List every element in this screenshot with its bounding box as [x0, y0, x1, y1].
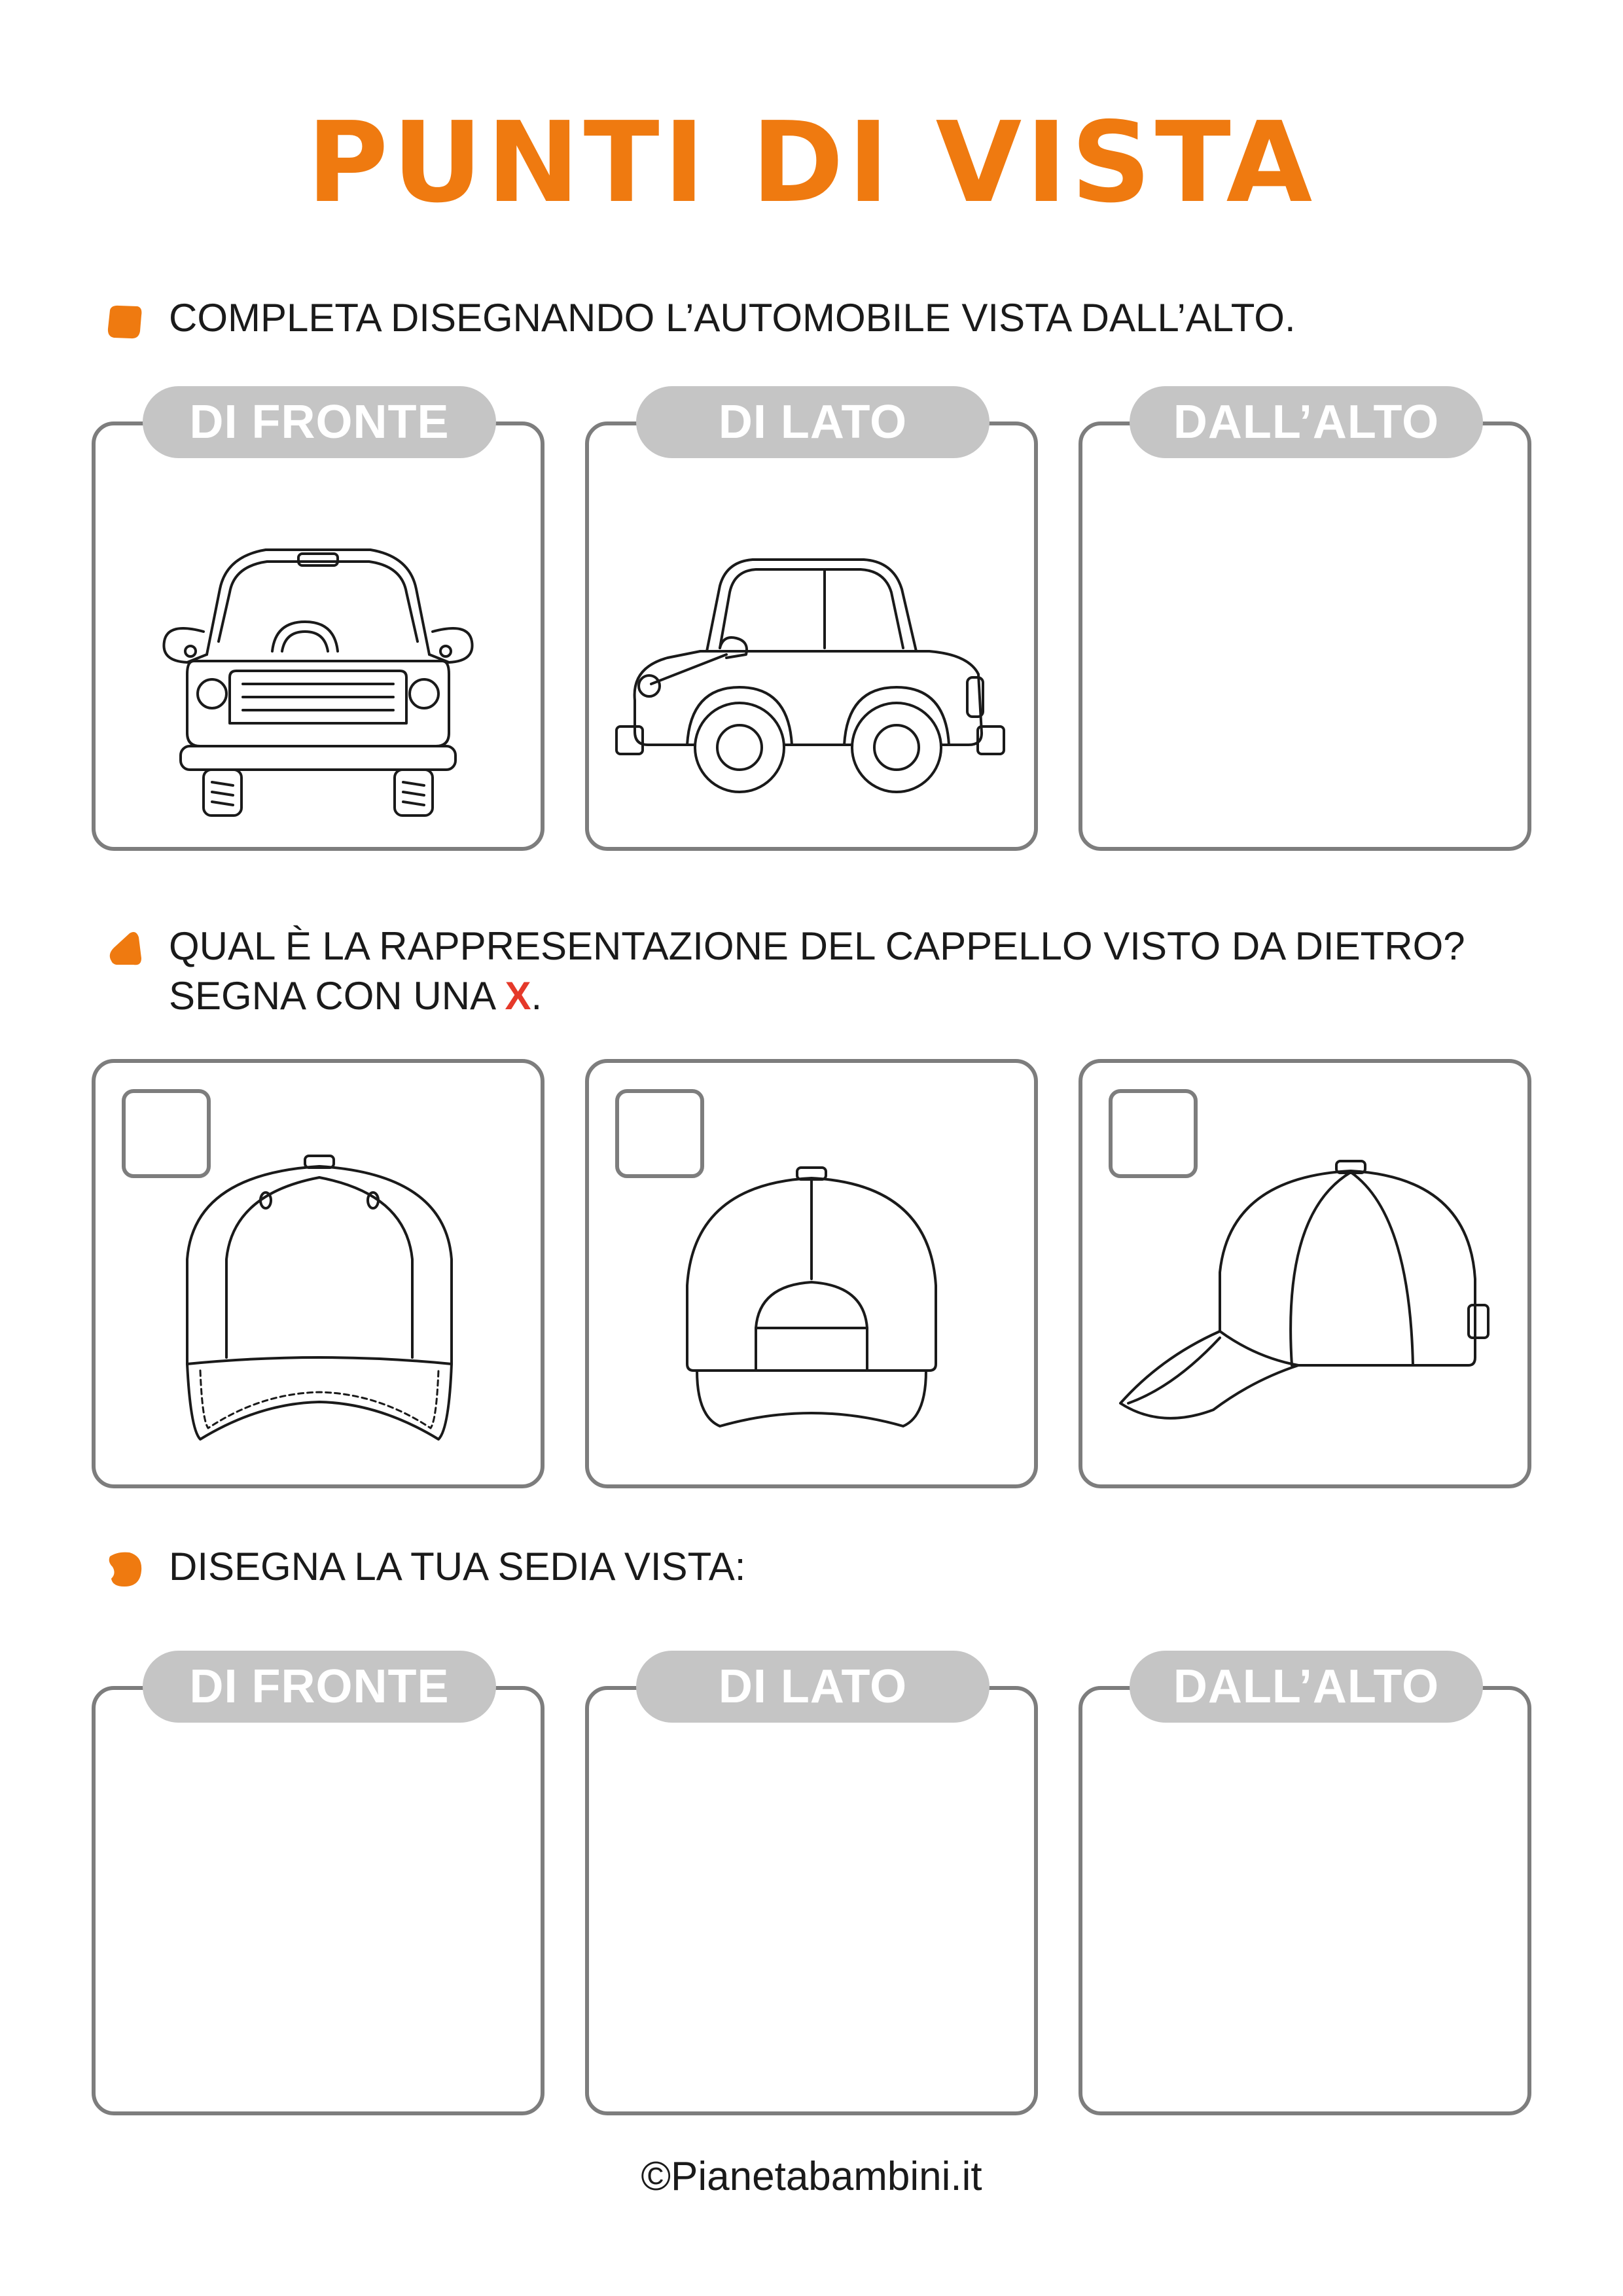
- panel-cap-front: [92, 1059, 544, 1488]
- panel-chair-front: [92, 1660, 544, 2115]
- instruction-cap-line2-end: .: [531, 974, 543, 1018]
- cap-front-illustration: [96, 1063, 541, 1484]
- panel-label: DI FRONTE: [143, 386, 496, 458]
- orange-circle-bullet-icon: [105, 1550, 144, 1589]
- footer-credit: ©Pianetabambini.it: [641, 2154, 982, 2199]
- page-title: PUNTI DI VISTA: [306, 98, 1317, 228]
- panel-chair-side: [585, 1660, 1038, 2115]
- instruction-chair: DISEGNA LA TUA SEDIA VISTA:: [169, 1545, 746, 1588]
- panel-cap-side: [1079, 1059, 1531, 1488]
- instruction-cap-line2: [169, 971, 1465, 1021]
- panel-car-side: [585, 396, 1038, 851]
- instruction-car: COMPLETA DISEGNANDO L’AUTOMOBILE VISTA DALL’ALTO.: [169, 296, 1296, 340]
- panel-label: DALL’ALTO: [1130, 1651, 1483, 1723]
- panel-label: DI FRONTE: [143, 1651, 496, 1723]
- car-front-illustration: [96, 425, 541, 847]
- panel-label: DI LATO: [636, 386, 990, 458]
- orange-triangle-bullet-icon: [105, 928, 144, 967]
- panel-car-front: [92, 396, 544, 851]
- x-mark-label: X: [505, 974, 531, 1018]
- panel-label: DALL’ALTO: [1130, 386, 1483, 458]
- orange-square-bullet-icon: [105, 302, 144, 342]
- panel-label: DI LATO: [636, 1651, 990, 1723]
- instruction-cap-line2-text: SEGNA CON UNA: [169, 974, 505, 1018]
- instruction-cap: [169, 922, 1465, 1021]
- panel-chair-top: [1079, 1660, 1531, 2115]
- cap-back-illustration: [589, 1063, 1034, 1484]
- car-side-illustration: [589, 425, 1034, 847]
- instruction-cap-line1: QUAL È LA RAPPRESENTAZIONE DEL CAPPELLO VISTO DA DIETRO?: [169, 924, 1465, 968]
- panel-car-top: [1079, 396, 1531, 851]
- panel-cap-back: [585, 1059, 1038, 1488]
- cap-side-illustration: [1082, 1063, 1527, 1484]
